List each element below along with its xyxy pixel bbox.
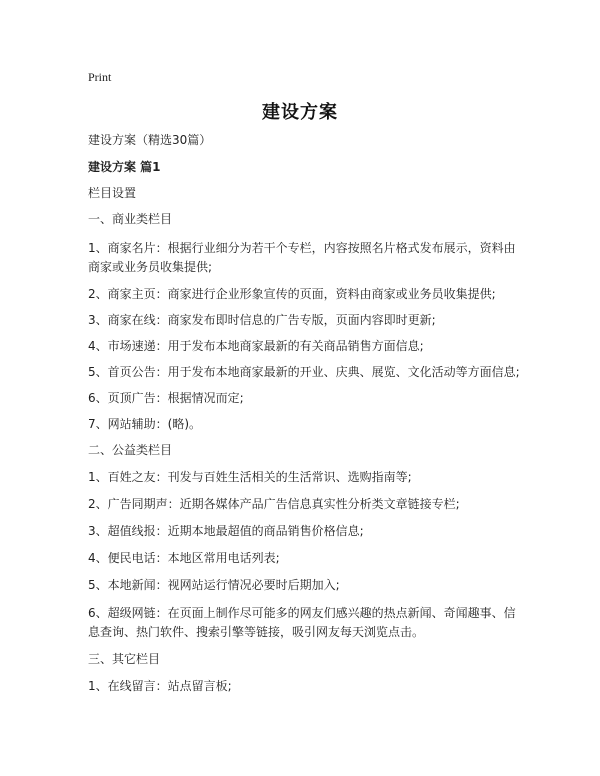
section-heading: 建设方案 篇1	[88, 160, 161, 174]
list-item: 3、超值线报：近期本地最超值的商品销售价格信息;	[88, 524, 364, 538]
list-item: 2、商家主页：商家进行企业形象宣传的页面，资料由商家或业务员收集提供;	[88, 287, 496, 301]
list-item: 3、商家在线：商家发布即时信息的广告专版，页面内容即时更新;	[88, 313, 436, 327]
list-item: 4、市场速递：用于发布本地商家最新的有关商品销售方面信息;	[88, 339, 424, 353]
category-heading-business: 一、商业类栏目	[88, 212, 173, 226]
print-link[interactable]: Print	[88, 70, 112, 84]
subtitle: 建设方案（精选30篇）	[88, 133, 212, 147]
list-item: 5、首页公告：用于发布本地商家最新的开业、庆典、展览、文化活动等方面信息;	[88, 365, 520, 379]
list-item: 6、页顶广告：根据情况而定;	[88, 391, 244, 405]
list-item: 2、广告同期声：近期各媒体产品广告信息真实性分析类文章链接专栏;	[88, 497, 460, 511]
list-item: 7、网站辅助：(略)。	[88, 417, 201, 431]
list-item: 1、商家名片：根据行业细分为若干个专栏，内容按照名片格式发布展示，资料由商家或业务员收集提供;	[88, 241, 516, 274]
intro-text: 栏目设置	[88, 186, 137, 200]
list-item: 1、在线留言：站点留言板;	[88, 679, 232, 693]
list-item: 1、百姓之友：刊发与百姓生活相关的生活常识、选购指南等;	[88, 470, 412, 484]
list-item: 6、超级网链：在页面上制作尽可能多的网友们感兴趣的热点新闻、奇闻趣事、信息查询、热门软件、搜索引擎等链接，吸引网友每天浏览点击。	[88, 606, 516, 639]
list-item: 4、便民电话：本地区常用电话列表;	[88, 551, 280, 565]
document-title: 建设方案	[262, 102, 338, 123]
category-heading-other: 三、其它栏目	[88, 652, 161, 666]
list-item: 5、本地新闻：视网站运行情况必要时后期加入;	[88, 578, 340, 592]
category-heading-public: 二、公益类栏目	[88, 443, 173, 457]
